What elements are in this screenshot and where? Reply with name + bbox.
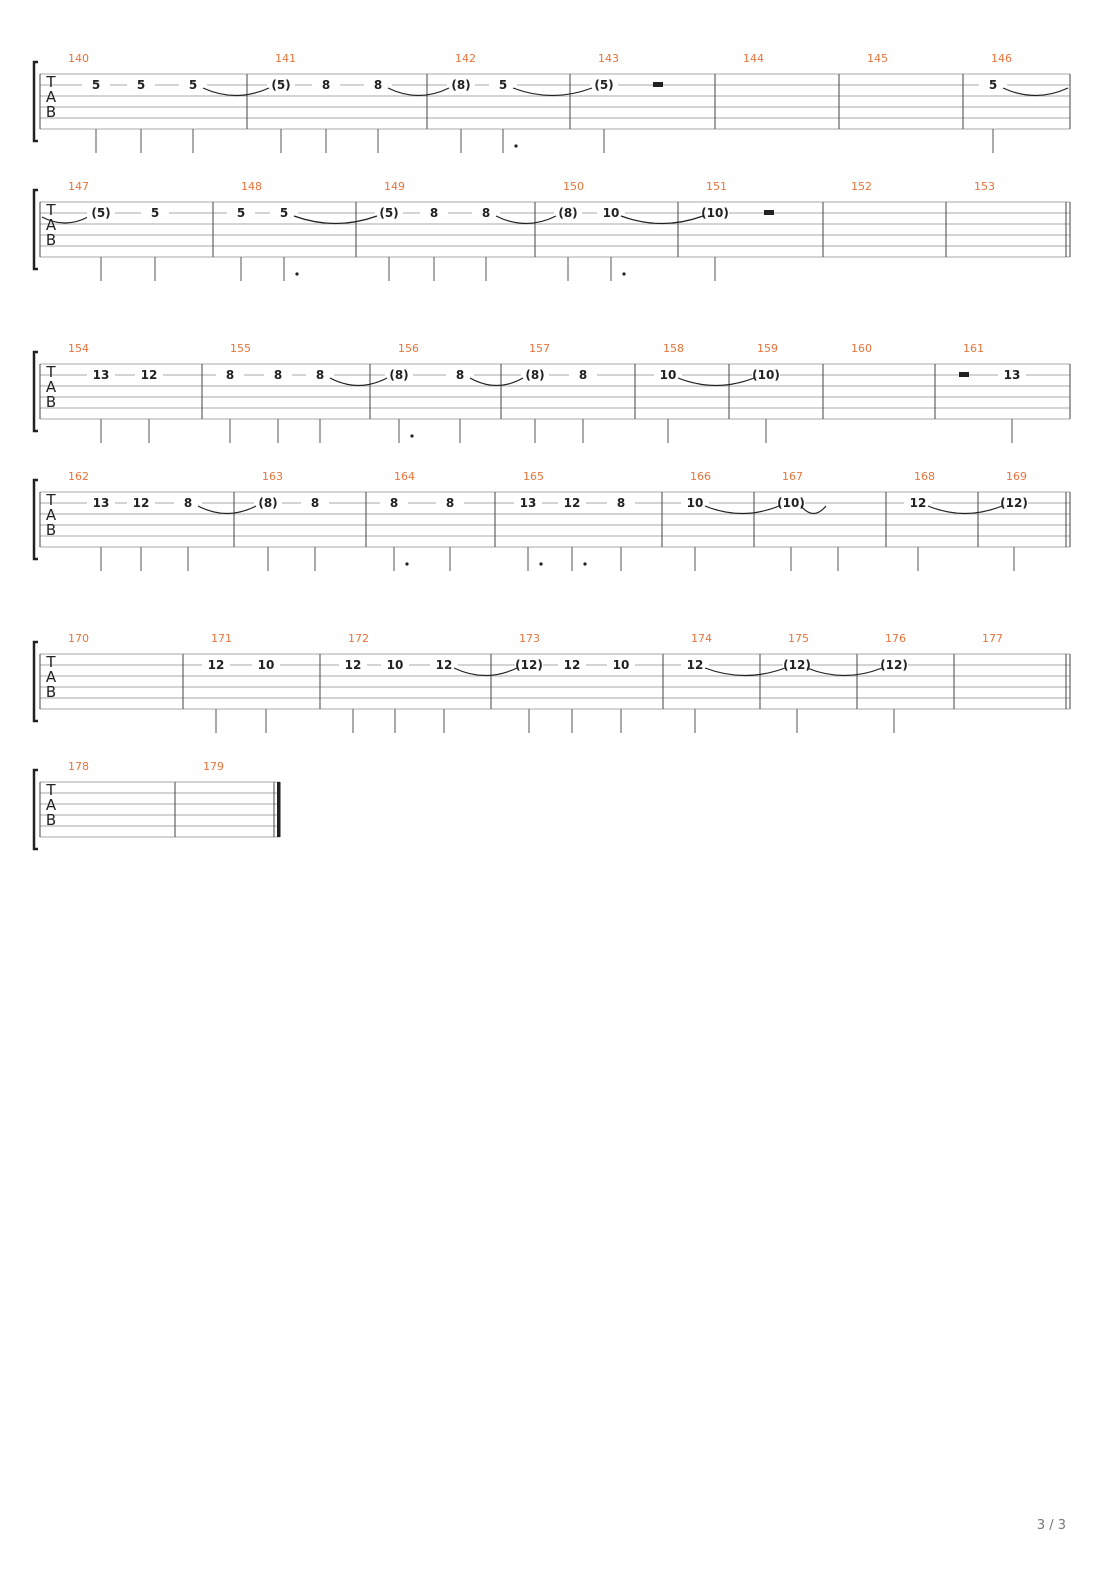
fret-number: (8) [389, 368, 409, 382]
tab-clef-letter: A [45, 506, 57, 524]
fret-number: 8 [373, 78, 383, 92]
rhythm-dot [295, 272, 298, 275]
fret-number: (5) [91, 206, 111, 220]
fret-number: 12 [909, 496, 927, 510]
fret-number: (8) [451, 78, 471, 92]
fret-number: 10 [386, 658, 404, 672]
tie-arc [203, 88, 269, 96]
fret-number: (10) [777, 496, 805, 510]
system-bracket [34, 62, 38, 141]
fret-number: 8 [315, 368, 325, 382]
tie-arc [928, 506, 1002, 514]
fret-number: 13 [92, 368, 110, 382]
tie-arc [496, 216, 556, 224]
page-number: 3 / 3 [1036, 1518, 1066, 1533]
fret-number: 13 [1003, 368, 1021, 382]
system-bracket [34, 770, 38, 849]
fret-number: 5 [188, 78, 198, 92]
measure-number: 159 [757, 342, 778, 355]
fret-number: 5 [136, 78, 146, 92]
system-bracket [34, 480, 38, 559]
fret-number: 8 [429, 206, 439, 220]
fret-number: 10 [602, 206, 620, 220]
half-rest-symbol [653, 82, 663, 87]
fret-number: (10) [752, 368, 780, 382]
fret-number: 8 [445, 496, 455, 510]
measure-number: 148 [241, 180, 262, 193]
measure-number: 160 [851, 342, 872, 355]
fret-number: (5) [379, 206, 399, 220]
tab-clef-letter: T [46, 73, 56, 91]
fret-number: 10 [659, 368, 677, 382]
tab-clef-letter: A [45, 216, 57, 234]
fret-number: 8 [389, 496, 399, 510]
measure-number: 158 [663, 342, 684, 355]
rhythm-dot [539, 562, 542, 565]
tie-arc [294, 216, 377, 224]
fret-number: 5 [150, 206, 160, 220]
rhythm-dot [410, 434, 413, 437]
tie-arc [621, 216, 703, 224]
half-rest-symbol [959, 372, 969, 377]
fret-number: 10 [686, 496, 704, 510]
rhythm-dot [514, 144, 517, 147]
measure-number: 168 [914, 470, 935, 483]
tab-clef-letter: A [45, 378, 57, 396]
measure-number: 150 [563, 180, 584, 193]
fret-number: 8 [455, 368, 465, 382]
measure-number: 154 [68, 342, 89, 355]
fret-number: 5 [498, 78, 508, 92]
tie-arc [388, 88, 449, 96]
measure-number: 156 [398, 342, 419, 355]
fret-number: 12 [563, 658, 581, 672]
fret-number: 12 [207, 658, 225, 672]
fret-number: 12 [563, 496, 581, 510]
tie-arc [1003, 88, 1068, 96]
fret-number: 8 [616, 496, 626, 510]
fret-number: 12 [140, 368, 158, 382]
measure-number: 167 [782, 470, 803, 483]
tie-arc [678, 378, 754, 386]
fret-number: 12 [132, 496, 150, 510]
measure-number: 175 [788, 632, 809, 645]
measure-number: 152 [851, 180, 872, 193]
measure-number: 170 [68, 632, 89, 645]
measure-number: 172 [348, 632, 369, 645]
measure-number: 149 [384, 180, 405, 193]
fret-number: 8 [310, 496, 320, 510]
measure-number: 164 [394, 470, 415, 483]
tie-arc [705, 668, 785, 676]
measure-number: 177 [982, 632, 1003, 645]
fret-number: (12) [880, 658, 908, 672]
system-bracket [34, 642, 38, 721]
fret-number: 5 [91, 78, 101, 92]
rhythm-dot [622, 272, 625, 275]
tab-clef-letter: T [46, 491, 56, 509]
tab-clef-letter: B [45, 683, 57, 701]
tab-clef-letter: B [45, 231, 57, 249]
tab-clef-letter: A [45, 796, 57, 814]
tab-clef-letter: B [45, 521, 57, 539]
tab-clef-letter: B [45, 811, 57, 829]
fret-number: (8) [258, 496, 278, 510]
fret-number: 5 [988, 78, 998, 92]
fret-number: (12) [1000, 496, 1028, 510]
tab-clef-letter: T [46, 653, 56, 671]
measure-number: 151 [706, 180, 727, 193]
measure-number: 146 [991, 52, 1012, 65]
measure-number: 165 [523, 470, 544, 483]
measure-number: 171 [211, 632, 232, 645]
fret-number: 5 [279, 206, 289, 220]
tie-arc [807, 668, 882, 676]
final-barline-thick [277, 782, 281, 837]
measure-number: 153 [974, 180, 995, 193]
system-bracket [34, 190, 38, 269]
tie-arc [470, 378, 523, 386]
measure-number: 143 [598, 52, 619, 65]
measure-number: 173 [519, 632, 540, 645]
measure-number: 176 [885, 632, 906, 645]
tab-clef-letter: A [45, 88, 57, 106]
measure-number: 178 [68, 760, 89, 773]
fret-number: (8) [558, 206, 578, 220]
measure-number: 157 [529, 342, 550, 355]
tab-clef-letter: B [45, 393, 57, 411]
tab-clef-letter: T [46, 201, 56, 219]
measure-number: 141 [275, 52, 296, 65]
fret-number: 10 [257, 658, 275, 672]
fret-number: 8 [481, 206, 491, 220]
tab-clef-letter: A [45, 668, 57, 686]
tab-clef-letter: B [45, 103, 57, 121]
tie-arc [330, 378, 387, 386]
fret-number: 8 [321, 78, 331, 92]
fret-number: (12) [783, 658, 811, 672]
measure-number: 147 [68, 180, 89, 193]
fret-number: 13 [519, 496, 537, 510]
fret-number: (12) [515, 658, 543, 672]
measure-number: 142 [455, 52, 476, 65]
measure-number: 140 [68, 52, 89, 65]
tab-clef-letter: T [46, 781, 56, 799]
measure-number: 179 [203, 760, 224, 773]
measure-number: 174 [691, 632, 712, 645]
fret-number: 12 [344, 658, 362, 672]
fret-number: (5) [594, 78, 614, 92]
fret-number: (5) [271, 78, 291, 92]
half-rest-symbol [764, 210, 774, 215]
measure-number: 144 [743, 52, 764, 65]
fret-number: 8 [225, 368, 235, 382]
rhythm-dot [405, 562, 408, 565]
tie-arc [705, 506, 779, 514]
fret-number: (10) [701, 206, 729, 220]
fret-number: 8 [578, 368, 588, 382]
system-bracket [34, 352, 38, 431]
fret-number: (8) [525, 368, 545, 382]
tie-arc [198, 506, 256, 514]
tab-clef-letter: T [46, 363, 56, 381]
tie-arc [454, 668, 517, 676]
rhythm-dot [583, 562, 586, 565]
fret-number: 12 [686, 658, 704, 672]
fret-number: 5 [236, 206, 246, 220]
measure-number: 163 [262, 470, 283, 483]
measure-number: 145 [867, 52, 888, 65]
fret-number: 13 [92, 496, 110, 510]
measure-number: 162 [68, 470, 89, 483]
measure-number: 155 [230, 342, 251, 355]
fret-number: 8 [273, 368, 283, 382]
tie-arc [513, 88, 592, 96]
fret-number: 12 [435, 658, 453, 672]
fret-number: 8 [183, 496, 193, 510]
measure-number: 169 [1006, 470, 1027, 483]
measure-number: 161 [963, 342, 984, 355]
measure-number: 166 [690, 470, 711, 483]
fret-number: 10 [612, 658, 630, 672]
